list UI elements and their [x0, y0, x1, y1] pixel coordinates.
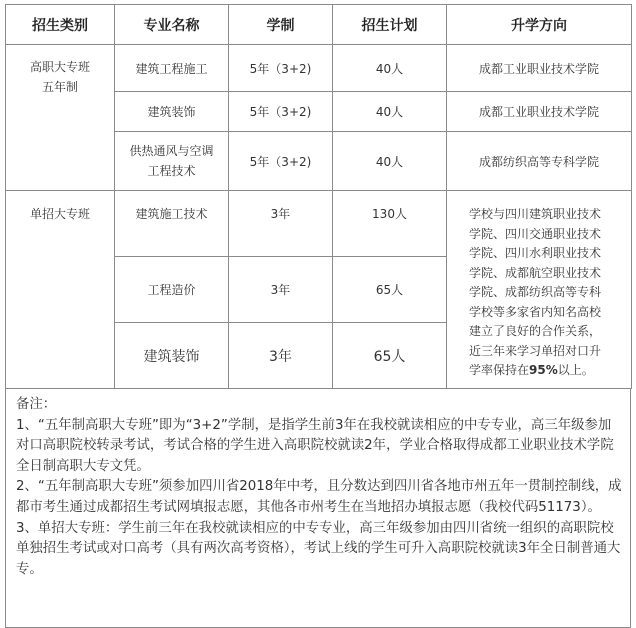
- plan-cell: 130人: [333, 191, 447, 257]
- direction-cell: 成都工业职业技术学院: [447, 45, 632, 92]
- category-cell-five-year: [6, 45, 115, 191]
- major-line: 工程技术: [147, 164, 196, 178]
- header-major: 专业名称: [115, 5, 229, 45]
- years-cell: 5年（3+2): [229, 45, 333, 92]
- notes-section: [5, 389, 631, 628]
- note-item: 1、“五年制高职大专班”即为“3+2”学制，是指学生前3年在我校就读相应的中专专业，高三年级参加对口高职院校转录考试，考试合格的学生进入高职院校就读2年，学业合格取得成都工业职业技术学院全日制高职大专文凭。: [16, 417, 614, 474]
- table-row: [6, 191, 632, 257]
- major-cell: 工程造价: [115, 257, 229, 323]
- direction-cell-cooperation: [447, 191, 632, 389]
- plan-cell: 40人: [333, 92, 447, 132]
- header-plan: 招生计划: [333, 5, 447, 45]
- enrollment-plan: [5, 4, 631, 628]
- category-sublabel: 五年制: [41, 80, 78, 94]
- category-label: 高职大专班: [29, 60, 90, 74]
- years-cell: 3年: [229, 323, 333, 389]
- direction-text: 学校与四川建筑职业技术学院、四川交通职业技术学院、四川水利职业技术学院、成都航空职业技术学院、成都纺织高等专科学校等多家省内知名高校建立了良好的合作关系，近三年来学习单招对口升学率保持在: [469, 207, 602, 377]
- plan-cell: 40人: [333, 132, 447, 191]
- header-category: 招生类别: [6, 5, 115, 45]
- notes-title: 备注：: [16, 397, 57, 412]
- table-row: [6, 45, 632, 92]
- plan-cell: 65人: [333, 323, 447, 389]
- category-cell-single-enroll: 单招大专班: [6, 191, 115, 389]
- direction-rate: 95%: [529, 363, 558, 377]
- direction-text-end: 以上。: [557, 363, 594, 377]
- header-direction: 升学方向: [447, 5, 632, 45]
- major-line: 供热通风与空调: [129, 144, 214, 158]
- major-cell: 建筑装饰: [115, 323, 229, 389]
- major-cell: 建筑装饰: [115, 92, 229, 132]
- major-cell: [115, 132, 229, 191]
- header-years: 学制: [229, 5, 333, 45]
- table-header-row: [6, 5, 632, 45]
- direction-cell: 成都纺织高等专科学院: [447, 132, 632, 191]
- note-item: 2、“五年制高职大专班”须参加四川省2018年中考，且分数达到四川省各地市州五年一贯制控制线，成都市考生通过成都招生考试网填报志愿，其他各市州考生在当地招办填报志愿（我校代码51173）。: [16, 479, 622, 515]
- plan-cell: 40人: [333, 45, 447, 92]
- major-cell: 建筑施工技术: [115, 191, 229, 257]
- major-cell: 建筑工程施工: [115, 45, 229, 92]
- years-cell: 5年（3+2): [229, 92, 333, 132]
- enrollment-table: [5, 4, 632, 389]
- years-cell: 5年（3+2): [229, 132, 333, 191]
- plan-cell: 65人: [333, 257, 447, 323]
- note-item: 3、单招大专班：学生前三年在我校就读相应的中专专业，高三年级参加由四川省统一组织的高职院校单独招生考试或对口高考（具有两次高考资格），考试上线的学生可升入高职院校就读3年全日制普通大专。: [16, 520, 621, 577]
- years-cell: 3年: [229, 191, 333, 257]
- direction-cell: 成都工业职业技术学院: [447, 92, 632, 132]
- years-cell: 3年: [229, 257, 333, 323]
